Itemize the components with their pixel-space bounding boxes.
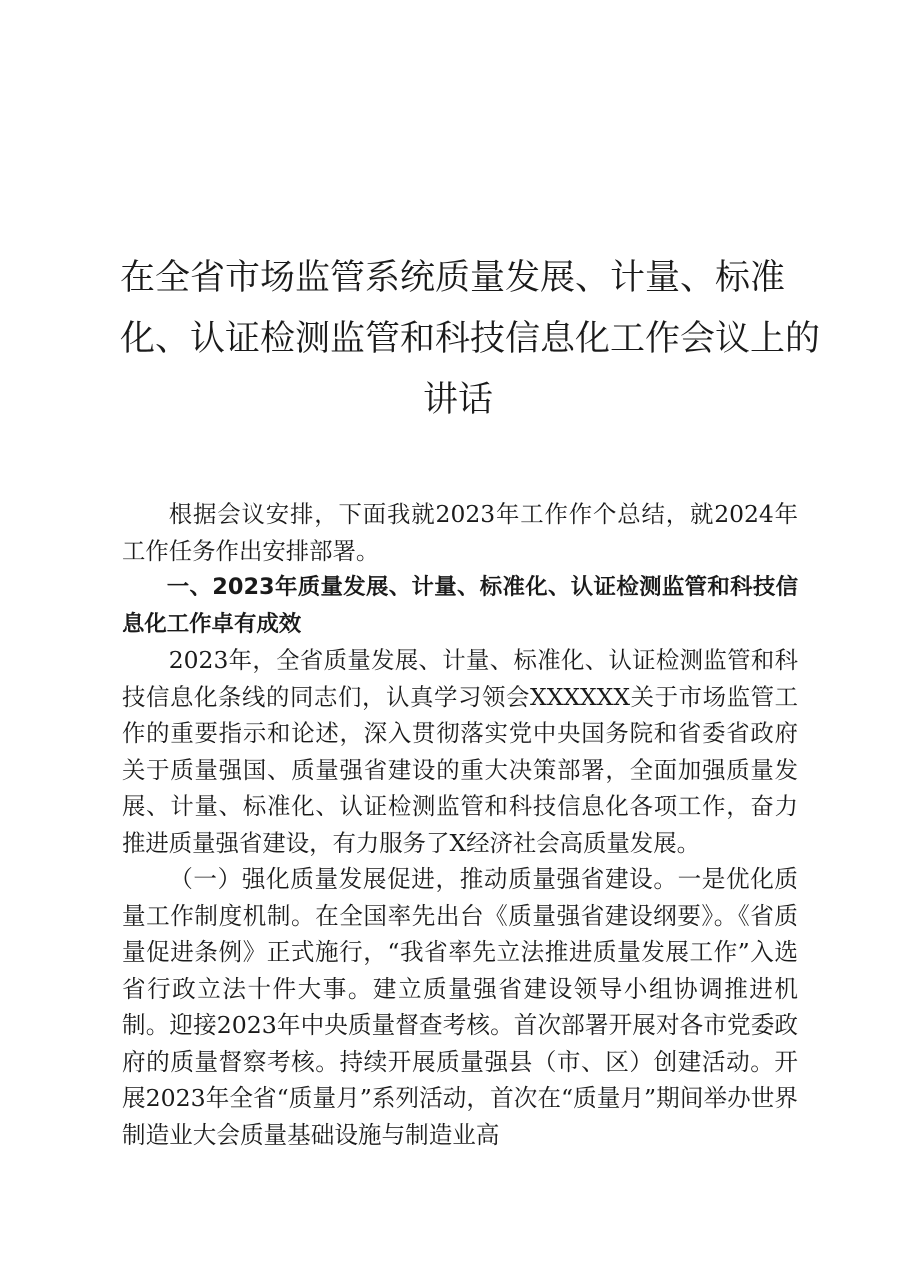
document-body bbox=[122, 496, 798, 1153]
subsection-paragraph: （一）强化质量发展促进，推动质量强省建设。一是优化质量工作制度机制。在全国率先出台《质量强省建设纲要》。《省质量促进条例》正式施行，“我省率先立法推进质量发展工作”入选省行政立法十件大事。建立质量强省建设领导小组协调推进机制。迎接2023年中央质量督查考核。首次部署开展对各市党委政府的质量督察考核。持续开展质量强县（市、区）创建活动。开展2023年全省“质量月”系列活动，首次在“质量月”期间举办世界制造业大会质量基础设施与制造业高 bbox=[122, 865, 798, 1149]
title-line: 讲话 bbox=[422, 380, 493, 420]
document-title bbox=[120, 248, 821, 431]
title-line: 化、认证检测监管和科技信息化工作会议上的 bbox=[120, 319, 821, 359]
section-heading: 一、2023年质量发展、计量、标准化、认证检测监管和科技信息化工作卓有成效 bbox=[122, 574, 798, 637]
title-line: 在全省市场监管系统质量发展、计量、标准 bbox=[120, 258, 786, 298]
intro-paragraph: 根据会议安排，下面我就2023年工作作个总结，就2024年工作任务作出安排部署。 bbox=[122, 500, 798, 565]
body-paragraph: 2023年，全省质量发展、计量、标准化、认证检测监管和科技信息化条线的同志们，认真学习领会XXXXXX关于市场监管工作的重要指示和论述，深入贯彻落实党中央国务院和省委省政府关于质量强国、质量强省建设的重大决策部署，全面加强质量发展、计量、标准化、认证检测监管和科技信息化各项工作，奋力推进质量强省建设，有力服务了X经济社会高质量发展。 bbox=[122, 646, 798, 857]
